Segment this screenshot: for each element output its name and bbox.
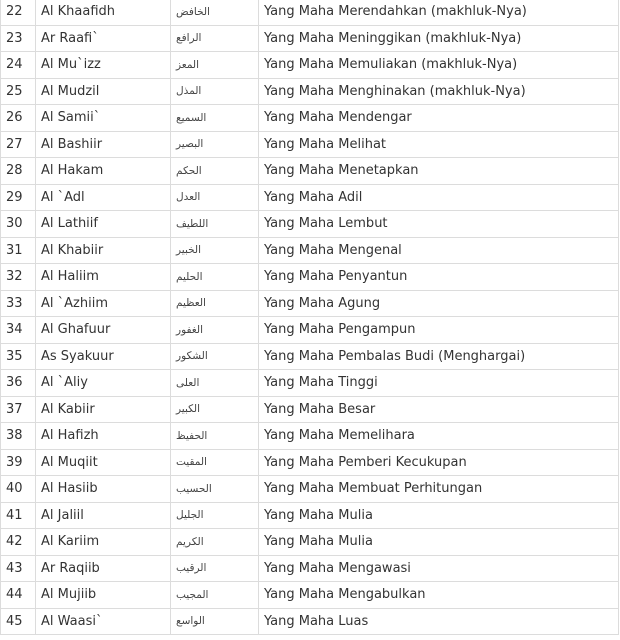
meaning-cell: Yang Maha Mengabulkan <box>259 582 619 609</box>
table-row <box>1 184 619 211</box>
arabic-name-cell: اللطيف <box>171 211 259 238</box>
latin-name-cell: Al Kabiir <box>36 396 171 423</box>
latin-name-cell: Al Mu`izz <box>36 52 171 79</box>
meaning-cell: Yang Maha Penyantun <box>259 264 619 291</box>
arabic-name-cell: الرافع <box>171 25 259 52</box>
table-row <box>1 529 619 556</box>
arabic-name-cell: الحسيب <box>171 476 259 503</box>
latin-name-cell: Al Kariim <box>36 529 171 556</box>
meaning-cell: Yang Maha Tinggi <box>259 370 619 397</box>
table-body <box>1 0 619 635</box>
latin-name-cell: Al Khaafidh <box>36 0 171 25</box>
table-row <box>1 0 619 25</box>
arabic-name-cell: الخافض <box>171 0 259 25</box>
arabic-name-cell: المذل <box>171 78 259 105</box>
row-number-cell: 38 <box>1 423 36 450</box>
latin-name-cell: Al Waasi` <box>36 608 171 635</box>
latin-name-cell: As Syakuur <box>36 343 171 370</box>
arabic-name-cell: المقيت <box>171 449 259 476</box>
row-number-cell: 42 <box>1 529 36 556</box>
table-row <box>1 476 619 503</box>
row-number-cell: 24 <box>1 52 36 79</box>
row-number-cell: 43 <box>1 555 36 582</box>
latin-name-cell: Al Samii` <box>36 105 171 132</box>
arabic-name-cell: الغفور <box>171 317 259 344</box>
arabic-name-cell: الحليم <box>171 264 259 291</box>
arabic-name-cell: العظيم <box>171 290 259 317</box>
latin-name-cell: Al Jaliil <box>36 502 171 529</box>
table-row <box>1 78 619 105</box>
row-number-cell: 34 <box>1 317 36 344</box>
table-row <box>1 211 619 238</box>
meaning-cell: Yang Maha Membuat Perhitungan <box>259 476 619 503</box>
meaning-cell: Yang Maha Mengenal <box>259 237 619 264</box>
row-number-cell: 33 <box>1 290 36 317</box>
meaning-cell: Yang Maha Mendengar <box>259 105 619 132</box>
row-number-cell: 32 <box>1 264 36 291</box>
latin-name-cell: Al Mudzil <box>36 78 171 105</box>
arabic-name-cell: البصير <box>171 131 259 158</box>
table-row <box>1 608 619 635</box>
meaning-cell: Yang Maha Adil <box>259 184 619 211</box>
meaning-cell: Yang Maha Memuliakan (makhluk-Nya) <box>259 52 619 79</box>
arabic-name-cell: المجيب <box>171 582 259 609</box>
row-number-cell: 30 <box>1 211 36 238</box>
meaning-cell: Yang Maha Mulia <box>259 529 619 556</box>
meaning-cell: Yang Maha Luas <box>259 608 619 635</box>
meaning-cell: Yang Maha Besar <box>259 396 619 423</box>
row-number-cell: 27 <box>1 131 36 158</box>
arabic-name-cell: الواسع <box>171 608 259 635</box>
latin-name-cell: Al `Aliy <box>36 370 171 397</box>
row-number-cell: 40 <box>1 476 36 503</box>
latin-name-cell: Ar Raafi` <box>36 25 171 52</box>
table-row <box>1 158 619 185</box>
latin-name-cell: Al Khabiir <box>36 237 171 264</box>
arabic-name-cell: المعز <box>171 52 259 79</box>
row-number-cell: 31 <box>1 237 36 264</box>
arabic-name-cell: الحكم <box>171 158 259 185</box>
table-row <box>1 25 619 52</box>
table-row <box>1 237 619 264</box>
latin-name-cell: Al Bashiir <box>36 131 171 158</box>
table-row <box>1 264 619 291</box>
table-row <box>1 343 619 370</box>
meaning-cell: Yang Maha Menghinakan (makhluk-Nya) <box>259 78 619 105</box>
meaning-cell: Yang Maha Menetapkan <box>259 158 619 185</box>
arabic-name-cell: الخبير <box>171 237 259 264</box>
latin-name-cell: Al Hasiib <box>36 476 171 503</box>
table-row <box>1 317 619 344</box>
table-row <box>1 449 619 476</box>
row-number-cell: 29 <box>1 184 36 211</box>
latin-name-cell: Al Ghafuur <box>36 317 171 344</box>
latin-name-cell: Al Haliim <box>36 264 171 291</box>
table-row <box>1 423 619 450</box>
table-row <box>1 582 619 609</box>
arabic-name-cell: الشكور <box>171 343 259 370</box>
latin-name-cell: Al Hakam <box>36 158 171 185</box>
arabic-name-cell: الرقيب <box>171 555 259 582</box>
latin-name-cell: Al `Adl <box>36 184 171 211</box>
row-number-cell: 23 <box>1 25 36 52</box>
meaning-cell: Yang Maha Melihat <box>259 131 619 158</box>
table-row <box>1 105 619 132</box>
meaning-cell: Yang Maha Mengawasi <box>259 555 619 582</box>
table-row <box>1 52 619 79</box>
row-number-cell: 25 <box>1 78 36 105</box>
arabic-name-cell: الحفيظ <box>171 423 259 450</box>
row-number-cell: 44 <box>1 582 36 609</box>
row-number-cell: 39 <box>1 449 36 476</box>
table-row <box>1 555 619 582</box>
row-number-cell: 45 <box>1 608 36 635</box>
meaning-cell: Yang Maha Memelihara <box>259 423 619 450</box>
arabic-name-cell: العدل <box>171 184 259 211</box>
arabic-name-cell: السميع <box>171 105 259 132</box>
latin-name-cell: Al Hafizh <box>36 423 171 450</box>
arabic-name-cell: الكبير <box>171 396 259 423</box>
arabic-name-cell: الجليل <box>171 502 259 529</box>
table-row <box>1 131 619 158</box>
latin-name-cell: Al Muqiit <box>36 449 171 476</box>
meaning-cell: Yang Maha Mulia <box>259 502 619 529</box>
row-number-cell: 26 <box>1 105 36 132</box>
row-number-cell: 28 <box>1 158 36 185</box>
arabic-name-cell: العلى <box>171 370 259 397</box>
meaning-cell: Yang Maha Pembalas Budi (Menghargai) <box>259 343 619 370</box>
row-number-cell: 36 <box>1 370 36 397</box>
latin-name-cell: Al Mujiib <box>36 582 171 609</box>
meaning-cell: Yang Maha Pengampun <box>259 317 619 344</box>
latin-name-cell: Al `Azhiim <box>36 290 171 317</box>
latin-name-cell: Al Lathiif <box>36 211 171 238</box>
meaning-cell: Yang Maha Pemberi Kecukupan <box>259 449 619 476</box>
meaning-cell: Yang Maha Lembut <box>259 211 619 238</box>
row-number-cell: 41 <box>1 502 36 529</box>
arabic-name-cell: الكريم <box>171 529 259 556</box>
row-number-cell: 35 <box>1 343 36 370</box>
row-number-cell: 22 <box>1 0 36 25</box>
meaning-cell: Yang Maha Meninggikan (makhluk-Nya) <box>259 25 619 52</box>
row-number-cell: 37 <box>1 396 36 423</box>
table-row <box>1 502 619 529</box>
table-row <box>1 370 619 397</box>
latin-name-cell: Ar Raqiib <box>36 555 171 582</box>
table-row <box>1 290 619 317</box>
table-row <box>1 396 619 423</box>
meaning-cell: Yang Maha Merendahkan (makhluk-Nya) <box>259 0 619 25</box>
meaning-cell: Yang Maha Agung <box>259 290 619 317</box>
